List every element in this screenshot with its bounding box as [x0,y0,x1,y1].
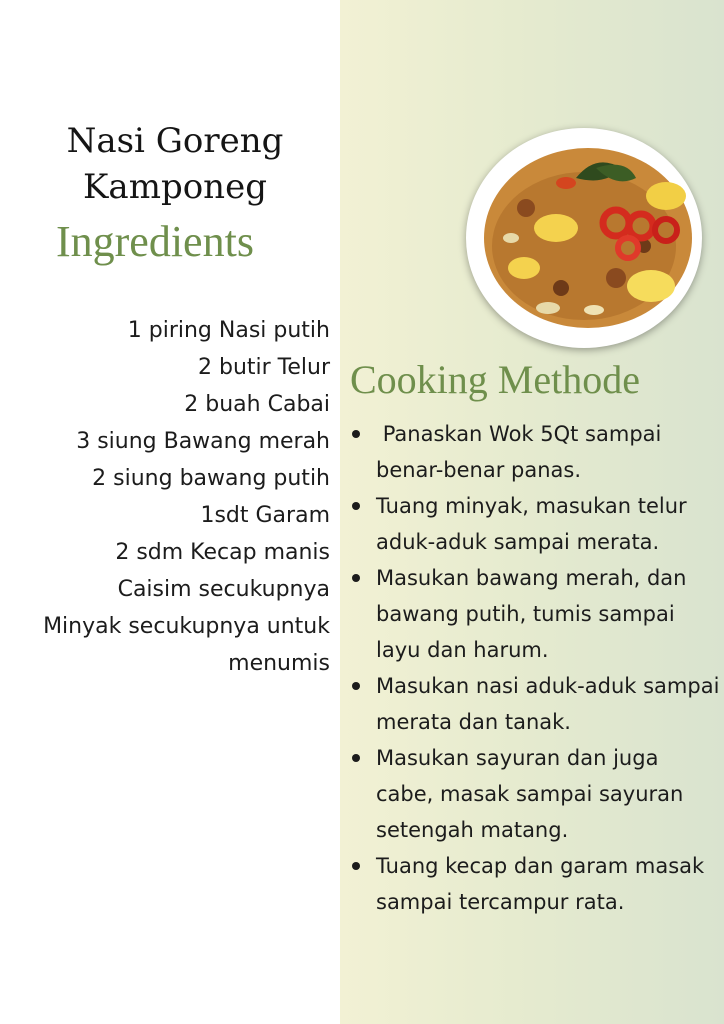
cooking-step-text: Masukan nasi aduk-aduk sampai merata dan tanak. [376,674,720,734]
cooking-step [350,416,720,488]
cooking-step-text: Tuang kecap dan garam masak sampai tercampur rata. [376,854,705,914]
cooking-step [350,740,720,848]
bullet-icon [352,430,360,438]
brand-watermark [150,30,580,100]
cooking-step [350,560,720,668]
bullet-icon [352,682,360,690]
ingredient-item: 2 sdm Kecap manis [115,540,330,565]
bullet-icon [352,502,360,510]
recipe-title-line-2: Kamponeg [83,167,267,207]
ingredient-item: 3 siung Bawang merah [76,429,330,454]
ingredients-heading: Ingredients [56,217,254,266]
cooking-step [350,848,720,920]
ingredient-item: Caisim secukupnya [117,577,330,602]
cooking-steps-list [350,416,720,920]
cooking-step-text: Panaskan Wok 5Qt sampai benar-benar panas. [376,422,669,482]
ingredient-item: 2 buah Cabai [184,392,330,417]
bullet-icon [352,574,360,582]
cooking-step-text: Masukan bawang merah, dan bawang putih, tumis sampai layu dan harum. [376,566,687,662]
ingredient-item: 2 siung bawang putih [92,466,330,491]
recipe-title [40,118,310,210]
ingredient-item: 1sdt Garam [200,503,330,528]
ingredient-item: Minyak secukupnya untuk [43,614,330,639]
bullet-icon [352,862,360,870]
recipe-title-line-1: Nasi Goreng [66,121,284,161]
cooking-step-text: Masukan sayuran dan juga cabe, masak sampai sayuran setengah matang. [376,746,684,842]
fried-rice-photo [466,128,702,348]
cooking-step-text: Tuang minyak, masukan telur aduk-aduk sampai merata. [376,494,687,554]
ingredient-item: menumis [228,651,330,676]
ingredient-item: 2 butir Telur [197,355,330,380]
bullet-icon [352,754,360,762]
cooking-method-heading: Cooking Methode [350,357,640,402]
cooking-step [350,488,720,560]
ingredients-list [0,312,330,682]
ingredient-item: 1 piring Nasi putih [127,318,330,343]
cooking-step [350,668,720,740]
